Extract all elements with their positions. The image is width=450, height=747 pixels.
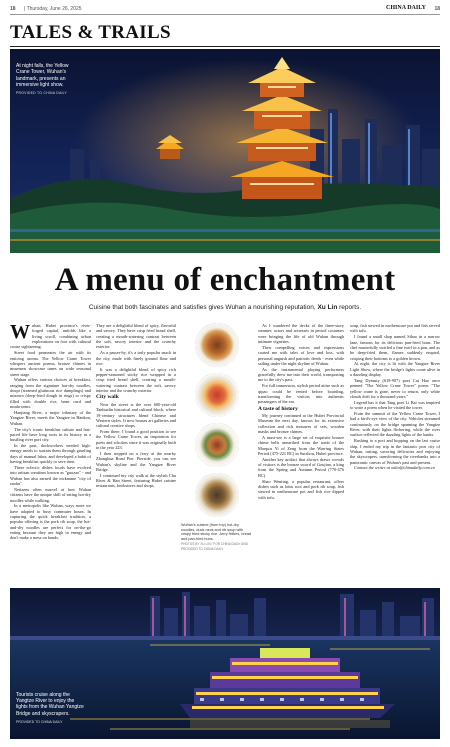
standfirst-suffix: reports. — [337, 304, 362, 311]
food-caption — [181, 523, 253, 552]
paragraph: Netizens often marvel at how Wuhan citizens have the unique skill of eating hot-dry noodles while walking. — [10, 486, 91, 503]
contact-line — [350, 465, 440, 470]
issue-date: | Thursday, June 26, 2025 — [24, 6, 82, 12]
paragraph: From the summit of the Yellow Crane Tower, I had a bird's-eye view of the city. Vehicles streamed continuously on the bridge spanning the Yangtze River, with their lights flickering, while the river surface reflected the dazzling lights of the banks. — [350, 411, 440, 438]
paragraph: For full immersion, stylish period attire such as qipao could be rented before boarding, transforming the visitors into authentic passengers of the era. — [258, 383, 344, 405]
hero-caption — [16, 63, 80, 96]
cruise-photo — [10, 588, 440, 739]
food-credit: PHOTOS BY XU LIN / FOR CHINA DAILY AND PROVIDED TO CHINA DAILY — [181, 542, 248, 551]
cruise-caption — [16, 692, 86, 725]
rib-soup-photo — [195, 423, 239, 467]
cruise-credit: PROVIDED TO CHINA DAILY — [16, 719, 63, 724]
article-column-4 — [258, 323, 344, 583]
paragraph: Wuhan offers various choices of breakfast, ranging from the signature hot-dry noodles, doupi (steamed glutinous rice dumplings) and mianwo (deep-fried dough in rings) to crispy filled with double rice, bean curd and mushrooms. — [10, 377, 91, 410]
article-column-5 — [350, 323, 440, 583]
paragraph: The city's iconic breakfast culture and fast-paced life have long roots in its history as a bustling river port city. — [10, 426, 91, 443]
food-caption-text: Wuhan's cuisine (from top) hot-dry noodles, duck neck and rib soup with crispy fried sticky rice. Jerry fritters, bread and pan-fried buns. — [181, 523, 252, 541]
newspaper-brand: CHINA DAILY — [386, 5, 426, 11]
paragraph: I found a small shop named Sihao in a narrow lane, famous for its delicious pan-fried buns. The chef masterfully swirled a fine twirl in a pan, and as he deep-fried them, flames suddenly erupted, crisping their bottoms to a golden brown. — [350, 334, 440, 361]
standfirst-text: Cuisine that both fascinates and satisfies gives Wuhan a nourishing reputation, — [88, 304, 318, 311]
paragraph: Near the street is the over 600-year-old Tanhualin historical and cultural block, where 19-century structures blend Chinese and Western styles. It now houses art galleries and cultural creative shops. — [96, 401, 176, 429]
paragraph: soup, fish stewed in earthenware pot and fish served with tofu. — [350, 323, 440, 334]
food-photo-strip — [181, 323, 253, 552]
page-number-right: 18 — [434, 6, 440, 12]
paragraph: Shao Wenting, a popular restaurant, offers dishes such as lotus root and pork rib soup, fish stewed in earthenware pot and fish rice dipped with tofu. — [258, 478, 344, 500]
pan-fried-buns-photo — [195, 473, 239, 517]
headline: A menu of enchantment — [54, 262, 396, 298]
paragraph: I then stepped on a ferry at the nearby Zhonghua Road Pier. Pierside, you can see Wuhan's skyline and the Yangtze River Bridge. — [96, 450, 176, 472]
paragraph: As a passer-by, it's a truly popular snack in the city, made with finely ground flour and rice. — [96, 350, 176, 366]
drop-cap: W — [10, 323, 30, 343]
paragraph: In the past, dockworkers needed high-energy meals to sustain them through grueling days of manual labor, and developed a habit of having breakfast quickly to save time. — [10, 443, 91, 465]
paragraph: These eclectic dishes locals have evolved into artisan creations known as "guozao" - and Wuhan has also earned the nickname "city of zaohu". — [10, 464, 91, 486]
subhead-taste-of-history: A taste of history — [258, 405, 298, 412]
paragraph: Street food permeates the air with its enticing aroma. The Yellow Crane Tower whispers ancient poems, bronze chimes in museums showcase tunes on wide seasonal street stage. — [10, 350, 91, 377]
paragraph: A must-see is a large set of exquisite bronze chime bells unearthed from the tomb of the Marquis Yi of Zeng from the Warring States Period (475-221 BC) in Suizhou, Hubei province. — [258, 434, 344, 456]
paragraph: uhan, Hubei province's river-forged capital, unfolds like a living scroll, combining urban explorations on foot with cultural cruise sightseeing. — [10, 323, 91, 350]
paragraph: As I wandered the decks of the three-story steamer, actors and actresses in period costumes were bringing the life of old Wuhan through intimate vignettes. — [258, 323, 344, 345]
paragraph: My journey continued at the Hubei Provincial Museum the next day, known for its extensive collection and rich treasures of sets, wooden masks and bronze chimes. — [258, 413, 344, 435]
duck-neck-photo — [195, 373, 239, 417]
paragraph: Hanjiang River, a major tributary of the Yangtze River, meets the Yangtze in Hankou, Wuhan. — [10, 410, 91, 426]
paragraph: At night, the city is lit with the Yangtze River Light Show, where the bridge's lights come alive in a dazzling display. — [350, 361, 440, 378]
top-divider — [10, 14, 440, 15]
section-divider — [10, 46, 440, 47]
paragraph: As the instrumental playing performers gracefully drew me into their world, transporting me to the city's past. — [258, 366, 344, 383]
byline: Xu Lin — [317, 304, 338, 311]
paragraph: It was a delightful blend of spicy rich pepper-seasoned sticky rice wrapped in a crisp fried bread shell, creating a mouth-watering contrast between the soft, savory interior and the crunchy exterior. — [96, 366, 176, 394]
standfirst — [0, 304, 450, 311]
hot-dry-noodles-photo — [195, 323, 239, 367]
subhead-city-walk: City walk — [96, 394, 119, 401]
contact-label: Contact the writer at — [354, 465, 390, 471]
paragraph: Rushing to a port and hopping on the last cruise ship, I ended my trip in the fantastic port city of Wuhan, tasting, savoring delicacies and enjoying the skyscrapers, transforming the riverbanks into a panoramic canvas of Wuhan's past and present. — [350, 438, 440, 465]
paragraph: Tang Dynasty (618-907) poet Cui Hao once penned "The Yellow Crane Tower" poem: "The yellow crane is gone, never to return, only white clouds drift for a thousand years." — [350, 377, 440, 399]
page-number-left: 18 — [10, 6, 16, 12]
article-column-2 — [96, 323, 176, 583]
paragraph: I continued my city walk at the stylish Chu River & Han Street, featuring Hubei cuisine restaurants, bookstores and shops. — [96, 472, 176, 489]
paragraph: Legend has it that Tang poet Li Bai was inspired to write a poem when he visited the tower. — [350, 399, 440, 411]
hero-photo — [10, 49, 440, 253]
paragraph: In a metropolis like Wuhan, ways more we have adapted to busy commuter hours. In capturing the quick breakfast tradition, a popular offering is the pork rib soup, the hot-and-dry noodles are perfect for on-the-go eating because they are high in energy and don't make a mess on hands. — [10, 503, 91, 541]
paragraph: They are a delightful blend of spicy, flavorful and savory. They have crisp fried bread shell, creating a mouth-watering contrast between the soft, savory interior and the crunchy exterior. — [96, 323, 176, 350]
cruise-caption-text: Tourists cruise along the Yangtze River to enjoy the lights from the Wuhan Yangtze Bridge and skyscrapers. — [16, 692, 84, 717]
paragraph: From there, I found a good position to see the Yellow Crane Tower, an inspiration for poets and scholars since it was originally built in the year 223. — [96, 429, 176, 451]
paragraph: Their compelling voices and expressions coated me with tales of love and loss, with personal anguish and patriotic deeds - even while sailing under the night skyline of Wuhan. — [258, 344, 344, 366]
article-column-1 — [10, 323, 91, 583]
hero-credit: PROVIDED TO CHINA DAILY — [16, 91, 68, 96]
paragraph: Another key artifact that always draws crowds of visitors is the bronze sword of Goujian, a king from the Spring and Autumn Period (770-476 BC). — [258, 456, 344, 478]
section-title: TALES & TRAILS — [10, 22, 171, 43]
contact-email: xulin@chinadaily.com.cn — [391, 465, 435, 471]
hero-caption-text: At night falls, the Yellow Crane Tower, Wuhan's landmark, presents an immersive light show. — [16, 63, 69, 88]
